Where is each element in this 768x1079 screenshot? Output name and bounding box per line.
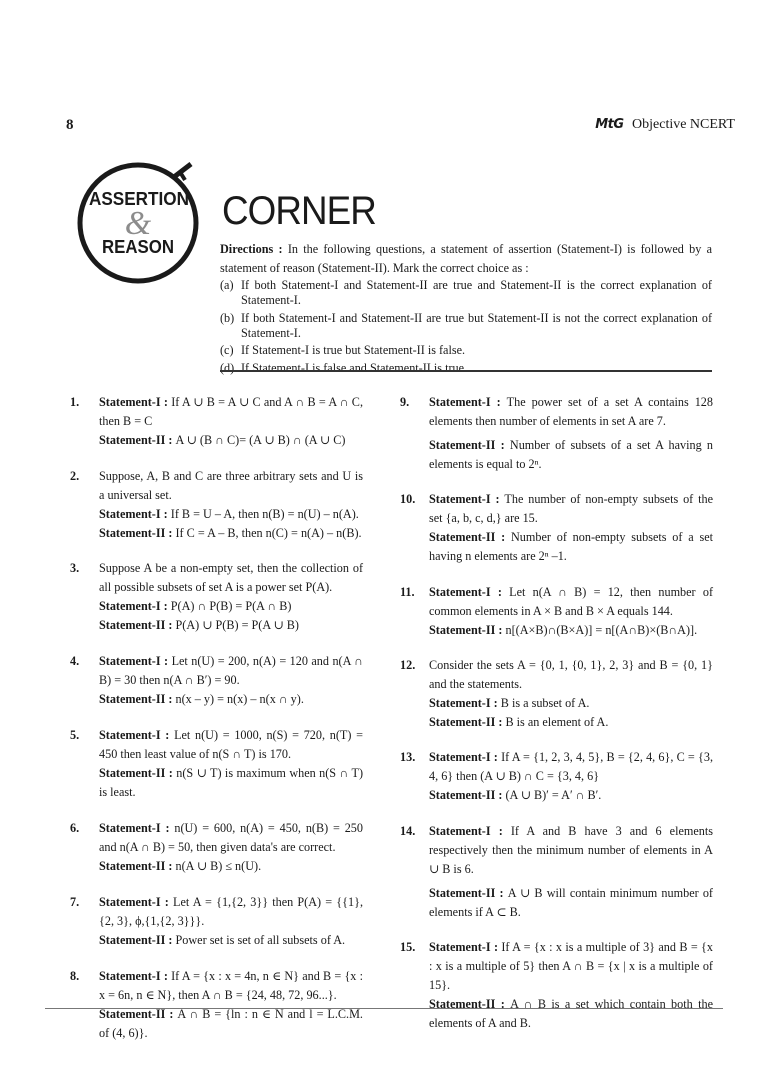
question-number: 14. [400, 824, 416, 838]
question-body [99, 893, 363, 950]
statement-label: Statement-I : [99, 654, 172, 668]
question-number: 8. [70, 969, 80, 983]
statement-label: Statement-II : [429, 788, 506, 802]
question-item [70, 652, 363, 709]
statement-text: Number of subsets of a set A having n elements is equal to 2ⁿ. [429, 438, 714, 471]
statement-label: Statement-I : [429, 824, 511, 838]
question-number: 5. [70, 728, 80, 742]
bottom-divider [45, 1008, 723, 1009]
statement-text: n[(A×B)∩(B×A)] = n[(A∩B)×(B∩A)]. [505, 623, 698, 637]
statement-label: Statement-I : [99, 728, 175, 742]
statement-two [429, 621, 713, 640]
logo-ampersand: & [124, 205, 152, 242]
statement-text: n(S ∪ T) is maximum when n(S ∩ T) is least. [99, 766, 364, 799]
question-item [400, 748, 713, 805]
question-item [70, 559, 363, 635]
statement-label: Statement-I : [99, 969, 172, 983]
statement-two [99, 857, 363, 876]
statement-label: Statement-I : [429, 696, 501, 710]
statement-label: Statement-II : [99, 692, 176, 706]
question-item [400, 583, 713, 640]
question-body [429, 748, 713, 805]
statement-one [99, 819, 363, 857]
question-body [99, 467, 363, 543]
statement-one [429, 694, 713, 713]
questions-left-column [70, 393, 363, 1043]
question-number: 7. [70, 895, 80, 909]
option-b: (b) If both Statement-I and Statement-II are true but Statement-II is not the correct explanation of Statement-I. [220, 310, 712, 340]
statement-label: Statement-I : [99, 895, 174, 909]
statement-one [99, 597, 363, 616]
question-intro: Suppose, A, B and C are three arbitrary sets and U is a universal set. [99, 469, 363, 502]
statement-one [99, 652, 363, 690]
question-number: 15. [400, 940, 416, 954]
statement-text: A ∪ B will contain minimum number of elements if A ⊂ B. [429, 886, 713, 919]
statement-label: Statement-II : [99, 526, 176, 540]
statement-two [99, 931, 363, 950]
statement-text: If A = {x : x is a multiple of 3} and B = {x : x is a multiple of 5} then A ∩ B = {x | x is a multiple of 15}. [429, 940, 713, 992]
questions-right-column [400, 393, 713, 1033]
question-item [70, 467, 363, 543]
page-number: 8 [66, 117, 74, 133]
question-number: 4. [70, 654, 80, 668]
book-title: Objective NCERT [632, 117, 735, 132]
statement-label: Statement-I : [99, 599, 171, 613]
question-body [429, 938, 713, 1033]
question-number: 11. [400, 585, 415, 599]
question-item [400, 822, 713, 922]
top-divider [220, 370, 712, 372]
logo-line1: ASSERTION [89, 189, 189, 209]
statement-text: If A ∪ B = A ∪ C and A ∩ B = A ∩ C, then B = C [99, 395, 363, 428]
statement-label: Statement-I : [99, 507, 171, 521]
statement-one [429, 583, 713, 621]
statement-label: Statement-I : [429, 395, 507, 409]
statement-two [429, 786, 713, 805]
statement-label: Statement-II : [429, 438, 510, 452]
statement-label: Statement-II : [99, 618, 176, 632]
question-item [400, 393, 713, 474]
directions [220, 240, 712, 277]
statement-label: Statement-II : [429, 997, 511, 1011]
question-number: 13. [400, 750, 416, 764]
question-body [429, 656, 713, 732]
statement-one [429, 822, 713, 879]
directions-text: In the following questions, a statement of assertion (Statement-I) is followed by a statement of reason (Statement-II). Mark the correct choice as : [220, 242, 712, 275]
statement-one [429, 393, 713, 431]
question-number: 12. [400, 658, 416, 672]
question-item [400, 938, 713, 1033]
statement-text: A ∩ B = {ln : n ∈ N and l = L.C.M. of (4, 6)}. [99, 1007, 363, 1040]
statement-two [99, 616, 363, 635]
statement-text: If B = U – A, then n(B) = n(U) – n(A). [170, 507, 359, 521]
statement-text: Let n(A ∩ B) = 12, then number of common elements in A × B and B × A equals 144. [429, 585, 713, 618]
statement-one [429, 490, 713, 528]
statement-one [429, 938, 713, 995]
question-item [70, 393, 363, 450]
statement-text: n(x – y) = n(x) – n(x ∩ y). [175, 692, 304, 706]
question-number: 10. [400, 492, 416, 506]
statement-label: Statement-II : [99, 933, 176, 947]
statement-label: Statement-II : [99, 433, 176, 447]
statement-text: Number of non-empty subsets of a set having n elements are 2ⁿ –1. [429, 530, 713, 563]
statement-two [99, 764, 363, 802]
clock-circle-logo-icon [70, 150, 210, 290]
option-c: (c) If Statement-I is true but Statement-II is false. [220, 343, 466, 357]
question-item [70, 819, 363, 876]
statement-text: B is an element of A. [505, 715, 609, 729]
statement-text: (A ∪ B)′ = A′ ∩ B′. [505, 788, 602, 802]
statement-two [99, 524, 363, 543]
question-number: 3. [70, 561, 80, 575]
question-item [70, 726, 363, 802]
statement-label: Statement-I : [429, 940, 502, 954]
question-body [99, 393, 363, 450]
question-intro: Suppose A be a non-empty set, then the collection of all possible subsets of set A is a power set P(A). [99, 561, 363, 594]
question-body [99, 559, 363, 635]
statement-text: Let n(U) = 1000, n(S) = 720, n(T) = 450 then least value of n(S ∩ T) is 170. [99, 728, 363, 761]
statement-one [429, 748, 713, 786]
question-body [99, 967, 363, 1043]
question-intro: Consider the sets A = {0, 1, {0, 1}, 2, 3} and B = {0, 1} and the statements. [429, 658, 713, 691]
question-body [429, 822, 713, 922]
statement-text: P(A) ∩ P(B) = P(A ∩ B) [170, 599, 292, 613]
statement-text: If A = {x : x = 4n, n ∈ N} and B = {x : x = 6n, n ∈ N}, then A ∩ B = {24, 48, 72, 96...}. [99, 969, 363, 1002]
statement-two [429, 884, 713, 922]
statement-one [99, 505, 363, 524]
statement-two [99, 1005, 363, 1043]
statement-text: n(U) = 600, n(A) = 450, n(B) = 250 and n(A ∩ B) = 50, then given data's are correct. [99, 821, 363, 854]
question-body [99, 819, 363, 876]
statement-text: If A = {1, 2, 3, 4, 5}, B = {2, 4, 6}, C = {3, 4, 6} then (A ∪ B) ∩ C = {3, 4, 6} [429, 750, 713, 783]
statement-label: Statement-I : [99, 395, 172, 409]
question-item [400, 656, 713, 732]
question-number: 1. [70, 395, 80, 409]
statement-label: Statement-II : [99, 1007, 178, 1021]
question-item [400, 490, 713, 566]
statement-one [99, 393, 363, 431]
statement-text: Let A = {1,{2, 3}} then P(A) = {{1}, {2, 3}, ϕ,{1,{2, 3}}}. [99, 895, 363, 928]
statement-label: Statement-I : [429, 492, 505, 506]
statement-text: If C = A – B, then n(C) = n(A) – n(B). [175, 526, 362, 540]
question-body [429, 583, 713, 640]
question-number: 2. [70, 469, 80, 483]
statement-one [99, 893, 363, 931]
statement-text: B is a subset of A. [500, 696, 590, 710]
statement-label: Statement-I : [429, 585, 510, 599]
statement-text: P(A) ∪ P(B) = P(A ∪ B) [175, 618, 299, 632]
option-a: (a) If both Statement-I and Statement-II are true and Statement-II is the correct explanation of Statement-I. [220, 278, 712, 307]
question-body [429, 393, 713, 474]
statement-two [99, 431, 363, 450]
logo-line2: REASON [102, 237, 174, 257]
statement-label: Statement-II : [429, 530, 511, 544]
statement-one [99, 967, 363, 1005]
statement-text: Let n(U) = 200, n(A) = 120 and n(A ∩ B) = 30 then n(A ∩ B′) = 90. [99, 654, 363, 687]
statement-two [429, 436, 713, 474]
question-item [70, 893, 363, 950]
question-number: 9. [400, 395, 410, 409]
answer-options [220, 278, 712, 378]
question-body [99, 652, 363, 709]
question-item [70, 967, 363, 1043]
statement-text: A ∩ B is a set which contain both the elements of A and B. [429, 997, 713, 1030]
statement-text: Power set is set of all subsets of A. [175, 933, 346, 947]
statement-label: Statement-I : [99, 821, 175, 835]
statement-label: Statement-II : [99, 766, 177, 780]
statement-text: n(A ∪ B) ≤ n(U). [175, 859, 262, 873]
question-number: 6. [70, 821, 80, 835]
statement-label: Statement-II : [429, 715, 506, 729]
statement-text: A ∪ (B ∩ C)= (A ∪ B) ∩ (A ∪ C) [175, 433, 346, 447]
statement-two [429, 995, 713, 1033]
statement-text: The power set of a set A contains 128 elements then number of elements in set A are 7. [429, 395, 713, 428]
statement-two [429, 713, 713, 732]
statement-label: Statement-II : [99, 859, 176, 873]
statement-label: Statement-I : [429, 750, 502, 764]
running-header [595, 117, 735, 133]
question-body [99, 726, 363, 802]
brand-logo: MtG [595, 117, 624, 132]
assertion-reason-logo [70, 150, 210, 290]
statement-one [99, 726, 363, 764]
statement-two [429, 528, 713, 566]
option-d: (d) If Statement-I is false and Statement-II is true. [220, 360, 468, 375]
section-title: CORNER [222, 189, 376, 233]
statement-label: Statement-II : [429, 623, 506, 637]
directions-label: Directions : [220, 242, 283, 256]
statement-text: If A and B have 3 and 6 elements respectively then the minimum number of elements in A ∪ B is 6. [429, 824, 713, 876]
statement-text: The number of non-empty subsets of the set {a, b, c, d,} are 15. [429, 492, 713, 525]
question-body [429, 490, 713, 566]
statement-two [99, 690, 363, 709]
statement-label: Statement-II : [429, 886, 508, 900]
